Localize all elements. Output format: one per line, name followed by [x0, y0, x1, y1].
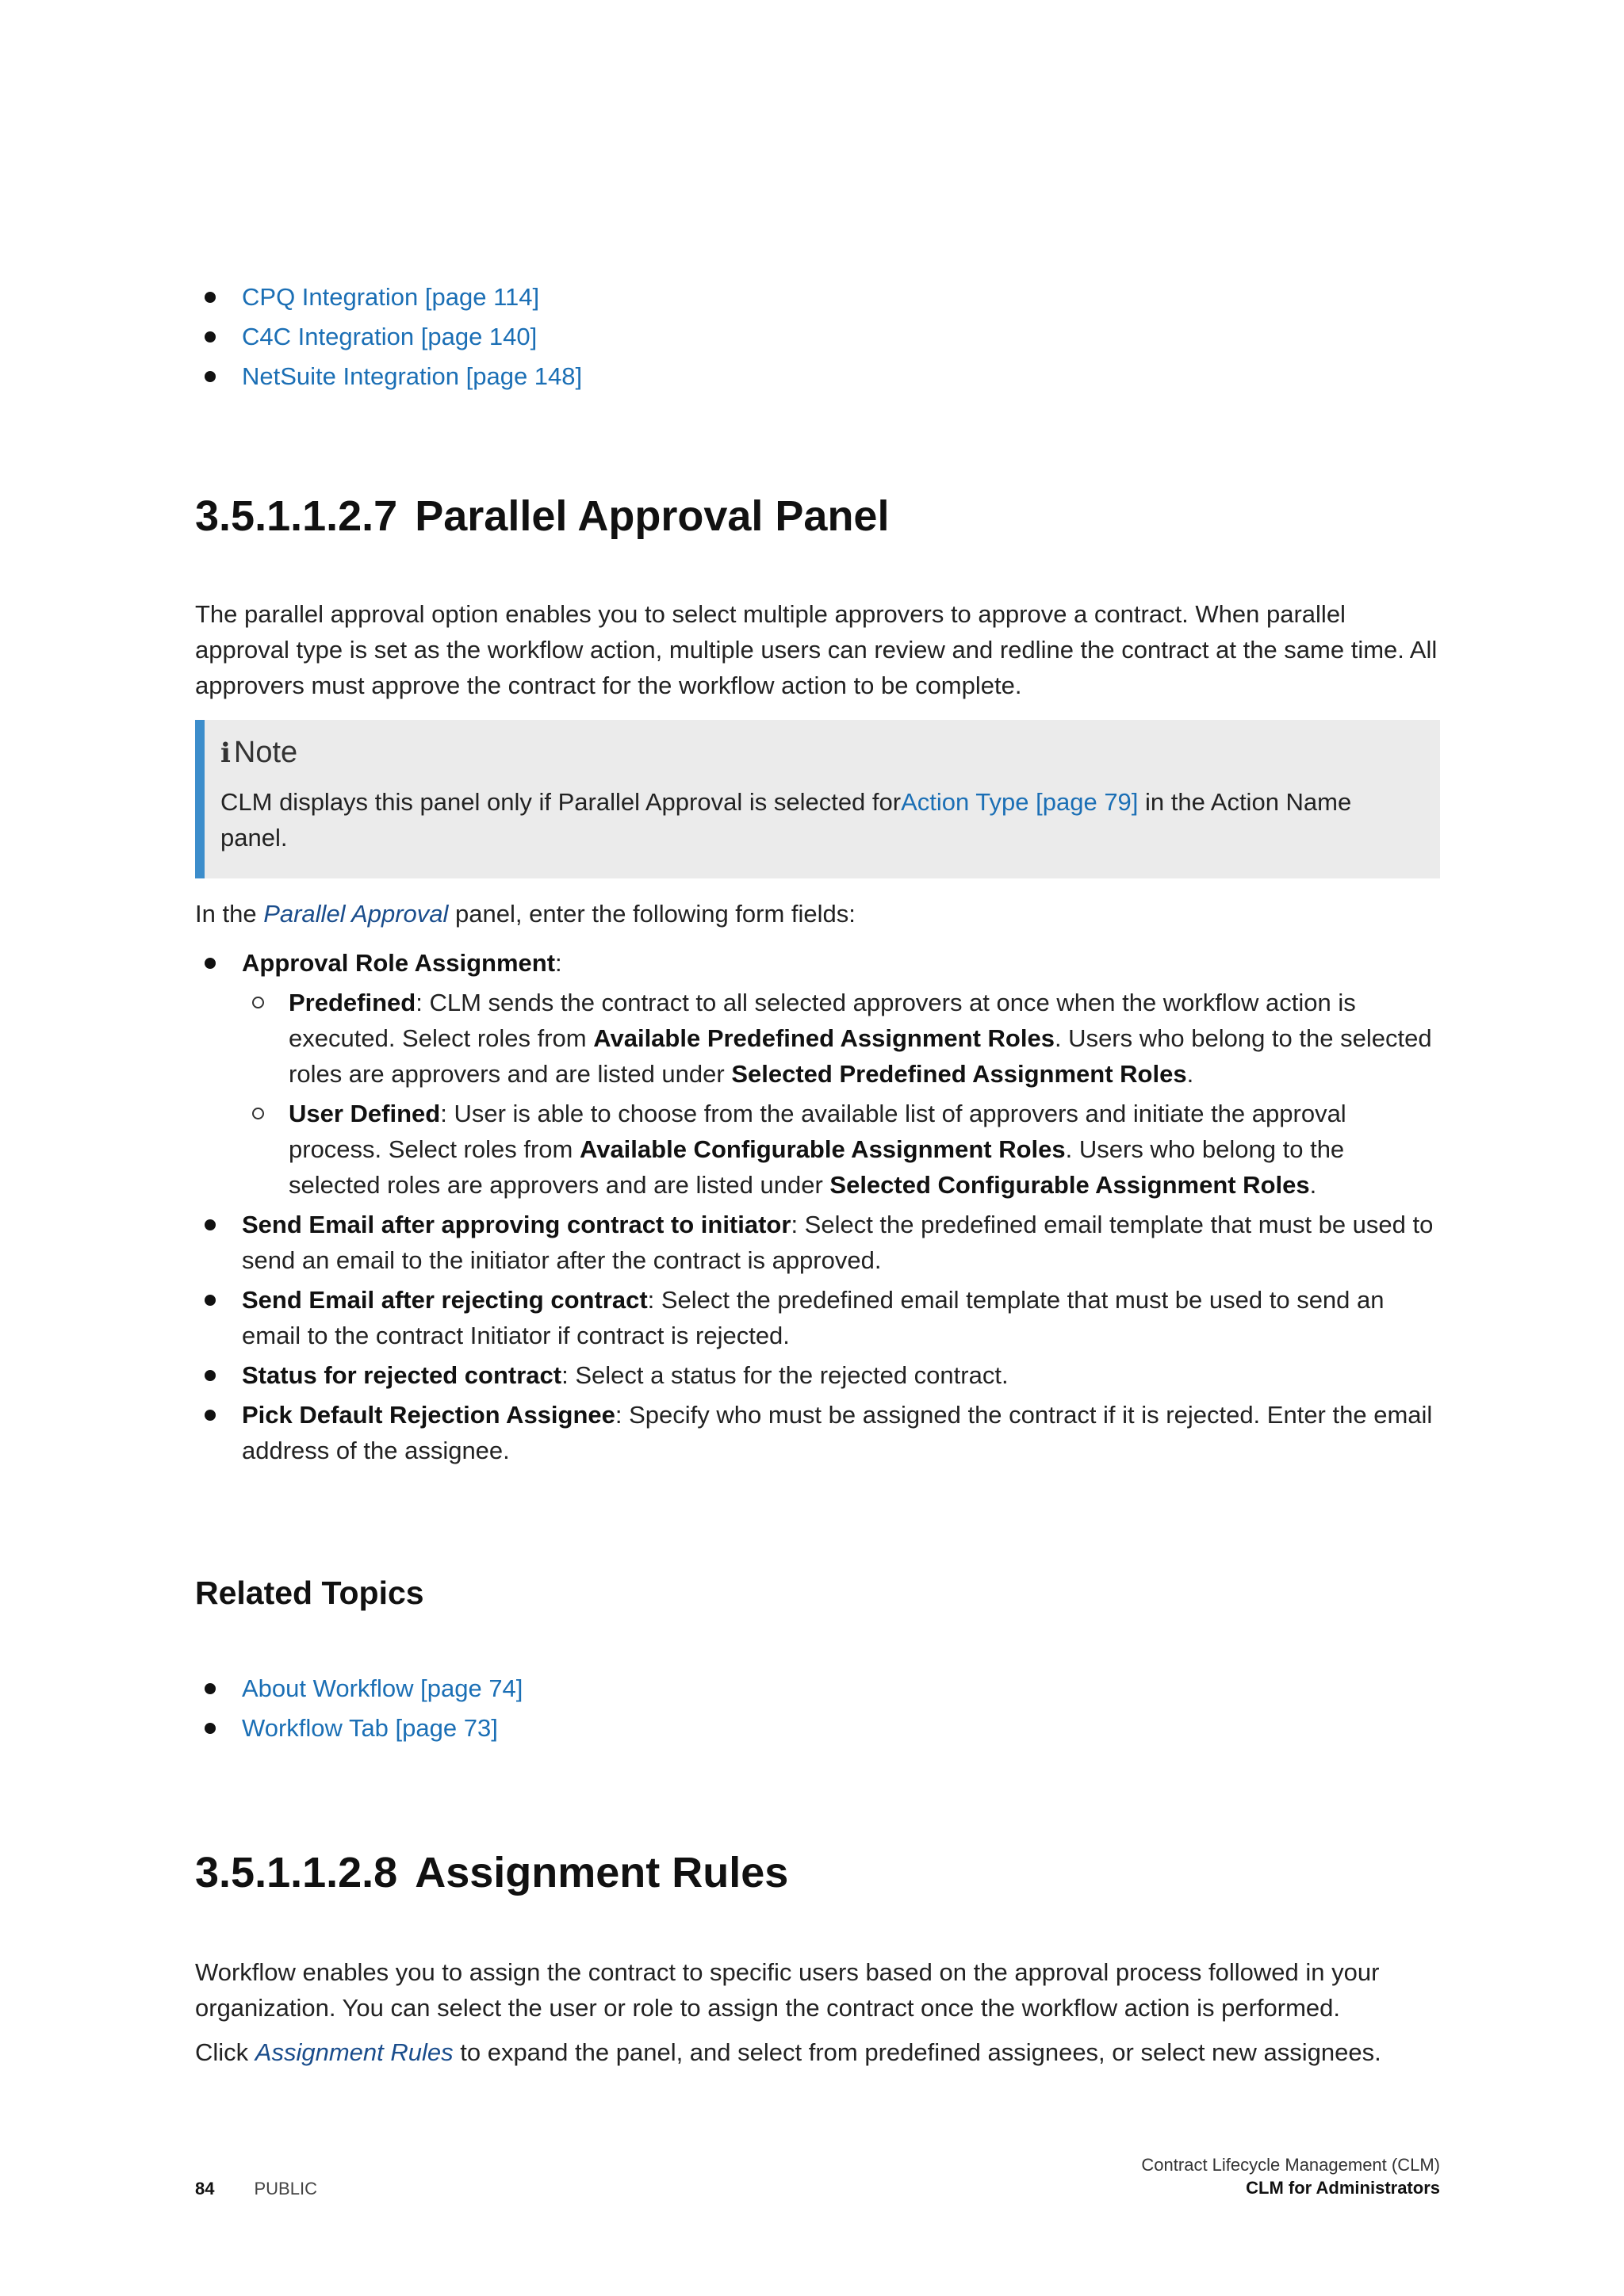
related-topics-heading: Related Topics [195, 1575, 424, 1611]
bullet-icon [205, 958, 216, 969]
document-page [195, 0, 1440, 2296]
note-text-part: in the Action Name panel. [220, 788, 1352, 851]
list-item [195, 1207, 1440, 1278]
book-title: CLM for Administrators [1246, 2178, 1440, 2198]
top-link-list [195, 277, 582, 396]
field-term: Approval Role Assignment [242, 949, 556, 977]
section-number: 3.5.1.1.2.7 [195, 492, 398, 540]
list-item [195, 357, 582, 396]
link-netsuite-integration[interactable]: NetSuite Integration [page 148] [242, 362, 583, 390]
field-desc: : Select the predefined email template that must be used to send an email to the contract Initiator if contract is rejected. [242, 1286, 1385, 1349]
sub-list-item [242, 985, 1440, 1092]
link-cpq-integration[interactable]: CPQ Integration [page 114] [242, 283, 540, 311]
circle-bullet-icon [252, 997, 264, 1008]
bullet-icon [205, 292, 216, 303]
text-part: to expand the panel, and select from predefined assignees, or select new assignees. [453, 2038, 1381, 2066]
document-title: Contract Lifecycle Management (CLM) [1141, 2155, 1440, 2175]
section-heading-assignment-rules [195, 1850, 788, 1896]
text-part: . Users who belong to the selected roles are approvers and are listed under [289, 1024, 1432, 1088]
note-box [195, 720, 1440, 878]
link-workflow-tab[interactable]: Workflow Tab [page 73] [242, 1714, 498, 1742]
note-header [220, 733, 1416, 773]
classification-label: PUBLIC [254, 2179, 317, 2198]
section-number: 3.5.1.1.2.8 [195, 1849, 398, 1896]
assignment-intro-paragraph: Workflow enables you to assign the contract to specific users based on the approval process followed in your organization. You can select the user or role to assign the contract once the workflow action is performed. [195, 1958, 1380, 2022]
list-item [195, 1669, 523, 1709]
list-item [195, 1709, 523, 1748]
intro-paragraph: The parallel approval option enables you to select multiple approvers to approve a contract. When parallel approval type is set as the workflow action, multiple users can review and redline the contract at the same time. All approvers must approve the contract for the workflow action to be complete. [195, 600, 1438, 699]
form-fields-list [195, 945, 1440, 1472]
circle-bullet-icon [252, 1108, 264, 1119]
note-text [220, 784, 1394, 855]
field-term: Pick Default Rejection Assignee [242, 1401, 615, 1429]
link-c4c-integration[interactable]: C4C Integration [page 140] [242, 323, 538, 350]
ref-assignment-rules: Assignment Rules [255, 2038, 454, 2066]
text-part: panel, enter the following form fields: [448, 900, 856, 928]
bullet-icon [205, 1219, 216, 1230]
link-about-workflow[interactable]: About Workflow [page 74] [242, 1674, 523, 1702]
field-desc: : Specify who must be assigned the contract if it is rejected. Enter the email address of the assignee. [242, 1401, 1433, 1464]
field-term: User Defined [289, 1100, 441, 1127]
bullet-icon [205, 1683, 216, 1694]
field-term: Status for rejected contract [242, 1361, 562, 1389]
info-icon: i [220, 737, 231, 769]
bullet-icon [205, 331, 216, 342]
field-desc: : Select the predefined email template that must be used to send an email to the initiator after the contract is approved. [242, 1211, 1434, 1274]
field-term: Send Email after approving contract to initiator [242, 1211, 791, 1238]
text-part: . [1309, 1171, 1317, 1199]
sub-list [242, 985, 1440, 1203]
list-item [195, 317, 582, 357]
section-heading-parallel-approval [195, 493, 889, 540]
fields-intro [195, 896, 1440, 932]
field-desc: : [555, 949, 562, 977]
text-part: Click [195, 2038, 255, 2066]
footer-left [195, 2177, 317, 2201]
text-part: . [1186, 1060, 1194, 1088]
related-topics-list [195, 1669, 523, 1748]
text-part: In the [195, 900, 264, 928]
field-term: Selected Configurable Assignment Roles [829, 1171, 1310, 1199]
assignment-click-paragraph [195, 2034, 1440, 2070]
bullet-icon [205, 1410, 216, 1421]
field-term: Selected Predefined Assignment Roles [731, 1060, 1187, 1088]
field-term: Predefined [289, 989, 416, 1016]
ref-parallel-approval: Parallel Approval [263, 900, 449, 928]
bullet-icon [205, 1370, 216, 1381]
text-part: : User is able to choose from the available list of approvers and initiate the approval process. Select roles from [289, 1100, 1346, 1163]
field-term: Available Configurable Assignment Roles [579, 1135, 1066, 1163]
bullet-icon [205, 1723, 216, 1734]
section-title: Assignment Rules [415, 1849, 789, 1896]
footer-right [1141, 2153, 1440, 2199]
sub-list-item [242, 1096, 1440, 1203]
field-desc: : Select a status for the rejected contract. [561, 1361, 1009, 1389]
list-item [195, 1282, 1440, 1353]
page-number: 84 [195, 2179, 215, 2198]
text-part: : CLM sends the contract to all selected approvers at once when the workflow action is executed. Select roles from [289, 989, 1356, 1052]
note-text-part: CLM displays this panel only if Parallel Approval is selected for [220, 788, 902, 816]
bullet-icon [205, 1295, 216, 1306]
list-item [195, 945, 1440, 1203]
field-term: Send Email after rejecting contract [242, 1286, 648, 1314]
list-item [195, 1357, 1440, 1393]
section-title: Parallel Approval Panel [415, 492, 890, 540]
note-title: Note [233, 736, 298, 769]
field-term: Available Predefined Assignment Roles [593, 1024, 1055, 1052]
list-item [195, 277, 582, 317]
list-item [195, 1397, 1440, 1468]
link-action-type[interactable]: Action Type [page 79] [901, 788, 1139, 816]
text-part: . Users who belong to the selected roles are approvers and are listed under [289, 1135, 1345, 1199]
bullet-icon [205, 371, 216, 382]
